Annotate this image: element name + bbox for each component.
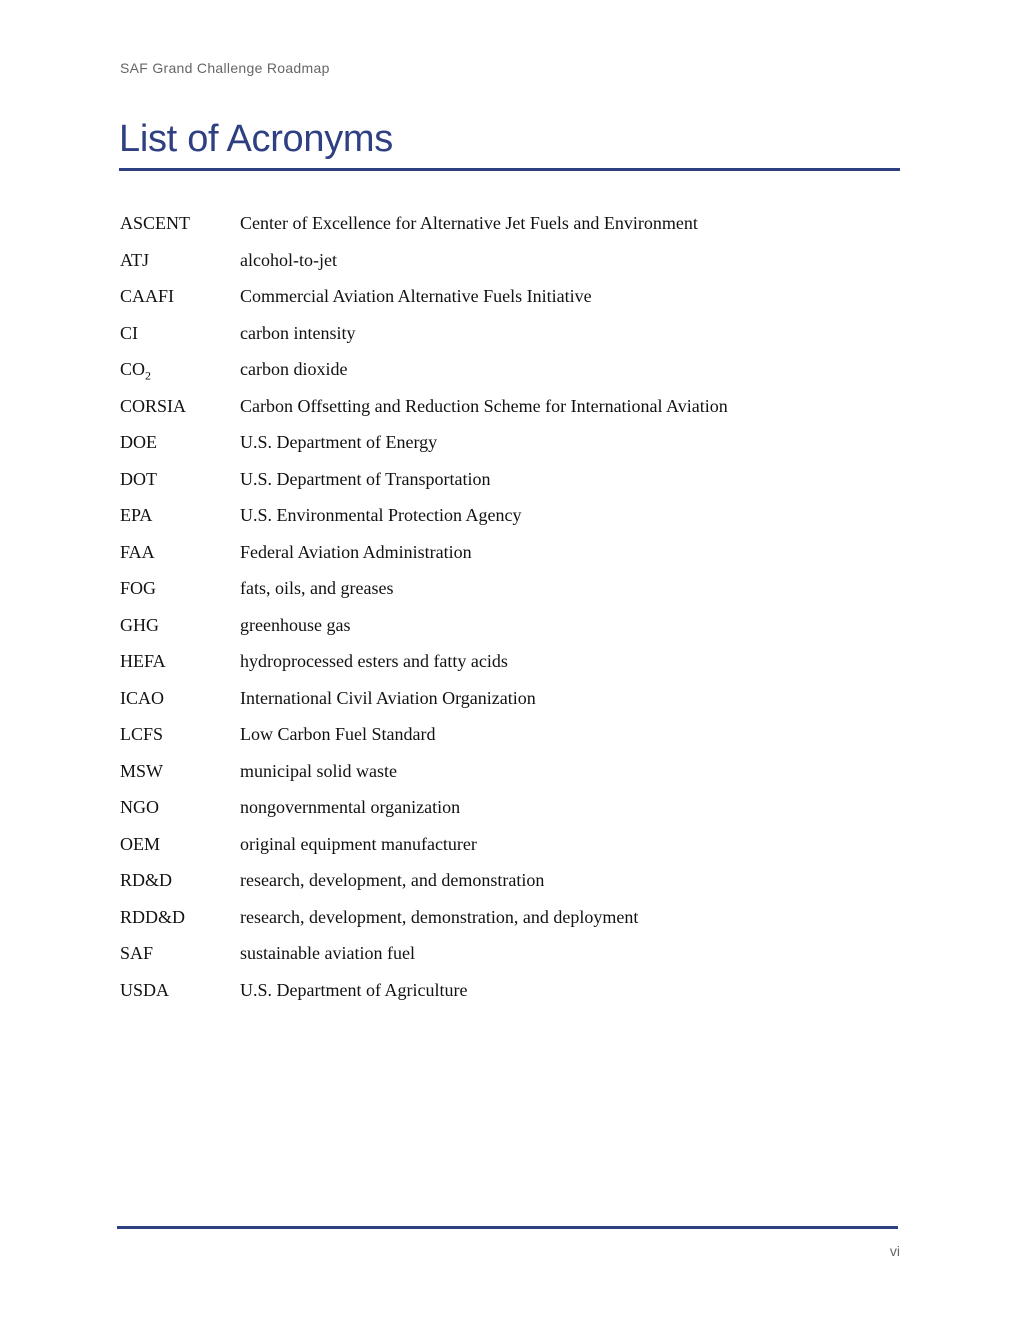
acronym-row xyxy=(120,905,900,942)
acronym-definition: hydroprocessed esters and fatty acids xyxy=(240,651,508,671)
acronym-term xyxy=(120,503,240,540)
acronym-definition: research, development, demonstration, and deployment xyxy=(240,906,639,927)
acronym-term xyxy=(120,868,240,905)
acronym-row xyxy=(120,211,900,248)
acronym-term-text: CI xyxy=(120,322,138,343)
acronym-term xyxy=(120,576,240,613)
acronym-row xyxy=(120,649,900,686)
acronym-row xyxy=(120,430,900,467)
acronym-definition: nongovernmental organization xyxy=(240,797,461,817)
acronym-term xyxy=(120,211,240,248)
acronym-term-text: ICAO xyxy=(120,687,164,708)
acronym-term xyxy=(120,649,240,686)
acronym-definition: alcohol-to-jet xyxy=(240,249,337,270)
acronym-term-text: USDA xyxy=(120,979,170,1000)
acronym-term xyxy=(120,321,240,358)
acronym-term-text: RD&D xyxy=(120,870,173,890)
acronym-row xyxy=(120,868,900,905)
acronym-term xyxy=(120,467,240,504)
acronym-term-text: CO xyxy=(120,359,146,379)
running-header: SAF Grand Challenge Roadmap xyxy=(120,60,330,76)
acronym-term xyxy=(120,613,240,650)
acronym-term-text: HEFA xyxy=(120,651,166,671)
acronym-term-text: FOG xyxy=(120,578,157,598)
acronym-definition: Low Carbon Fuel Standard xyxy=(240,724,436,744)
acronym-term xyxy=(120,722,240,759)
acronym-term xyxy=(120,832,240,869)
acronym-row xyxy=(120,503,900,540)
acronym-term-text: CORSIA xyxy=(120,395,187,416)
acronym-row xyxy=(120,357,900,394)
acronym-term xyxy=(120,430,240,467)
acronym-term-text: EPA xyxy=(120,505,153,525)
acronym-row xyxy=(120,284,900,321)
acronym-term-text: NGO xyxy=(120,797,159,817)
acronym-definition: International Civil Aviation Organization xyxy=(240,687,536,708)
acronym-term-text: RDD&D xyxy=(120,906,186,927)
acronym-row xyxy=(120,722,900,759)
acronym-term-subscript: 2 xyxy=(145,368,152,383)
footer-divider xyxy=(117,1226,898,1229)
acronym-definition: sustainable aviation fuel xyxy=(240,943,415,963)
acronym-definition: carbon intensity xyxy=(240,322,356,343)
acronym-term xyxy=(120,540,240,577)
acronym-row xyxy=(120,540,900,577)
acronym-definition: U.S. Department of Agriculture xyxy=(240,979,468,1000)
acronym-term-text: OEM xyxy=(120,833,160,854)
acronym-definition: research, development, and demonstration xyxy=(240,870,545,890)
acronym-term-text: MSW xyxy=(120,760,164,781)
page-title: List of Acronyms xyxy=(119,118,393,160)
acronym-row xyxy=(120,576,900,613)
acronym-row xyxy=(120,978,900,1015)
acronym-term xyxy=(120,394,240,431)
acronym-row xyxy=(120,795,900,832)
acronym-term xyxy=(120,941,240,978)
acronym-term-text: FAA xyxy=(120,541,155,562)
acronym-term xyxy=(120,759,240,796)
acronym-row xyxy=(120,613,900,650)
acronym-definition: Federal Aviation Administration xyxy=(240,541,472,562)
acronym-definition: Commercial Aviation Alternative Fuels Initiative xyxy=(240,286,592,306)
acronym-term xyxy=(120,978,240,1015)
acronym-term-text: SAF xyxy=(120,943,154,963)
acronym-row xyxy=(120,759,900,796)
acronym-row xyxy=(120,467,900,504)
acronym-row xyxy=(120,832,900,869)
acronym-term xyxy=(120,248,240,285)
acronym-definition: original equipment manufacturer xyxy=(240,833,477,854)
acronym-list xyxy=(120,211,900,1014)
acronym-term xyxy=(120,905,240,942)
acronym-definition: Center of Excellence for Alternative Jet Fuels and Environment xyxy=(240,213,698,233)
acronym-row xyxy=(120,321,900,358)
acronym-row xyxy=(120,686,900,723)
acronym-term xyxy=(120,284,240,321)
acronym-definition: U.S. Environmental Protection Agency xyxy=(240,505,522,525)
acronym-term xyxy=(120,686,240,723)
acronym-definition: municipal solid waste xyxy=(240,760,397,781)
acronym-term-text: GHG xyxy=(120,614,159,635)
acronym-row xyxy=(120,394,900,431)
page-number: vi xyxy=(889,1243,900,1259)
acronym-row xyxy=(120,248,900,285)
acronym-term-text: CAAFI xyxy=(120,286,175,306)
acronym-term-text: DOT xyxy=(120,468,157,489)
acronym-term-text: LCFS xyxy=(120,724,164,744)
acronym-definition: fats, oils, and greases xyxy=(240,578,394,598)
acronym-definition: carbon dioxide xyxy=(240,359,348,379)
acronym-definition: Carbon Offsetting and Reduction Scheme for International Aviation xyxy=(240,395,728,416)
acronym-term-text: ASCENT xyxy=(120,213,191,233)
acronym-definition: greenhouse gas xyxy=(240,614,351,635)
acronym-definition: U.S. Department of Transportation xyxy=(240,468,491,489)
acronym-definition: U.S. Department of Energy xyxy=(240,432,438,452)
acronym-row xyxy=(120,941,900,978)
acronym-term-text: ATJ xyxy=(120,249,150,270)
acronym-term-text: DOE xyxy=(120,432,157,452)
title-divider xyxy=(119,168,900,171)
acronym-term xyxy=(120,795,240,832)
acronym-term xyxy=(120,357,240,394)
